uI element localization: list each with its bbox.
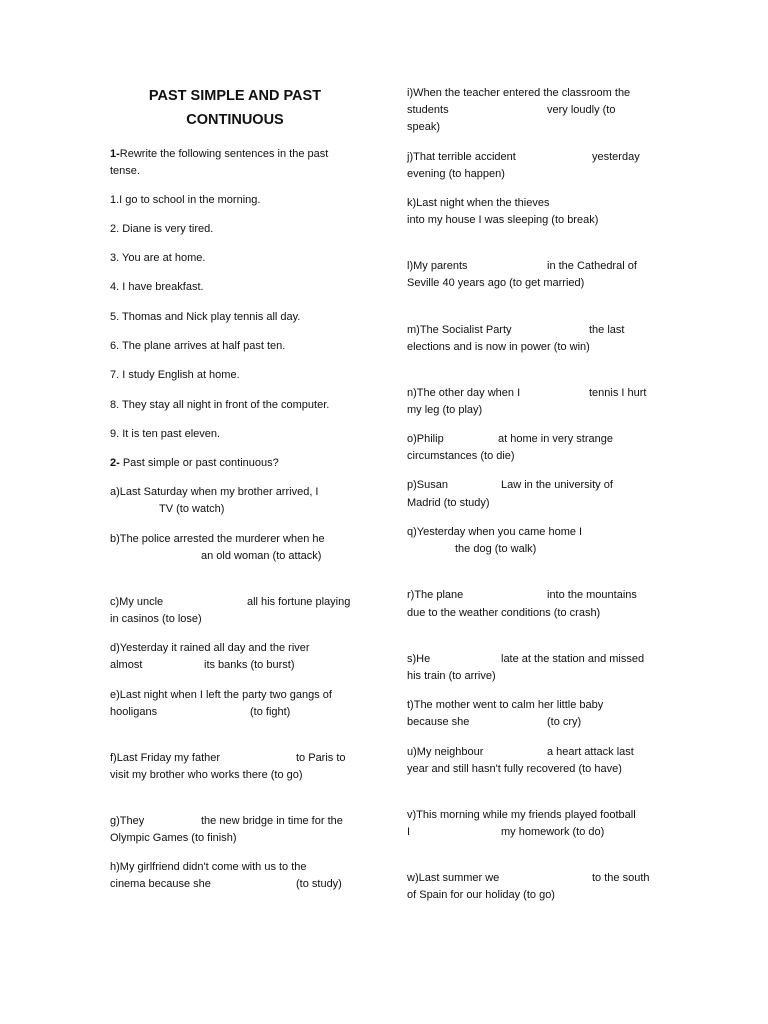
- exercise-2-item-t: t)The mother went to calm her little baby: [407, 699, 604, 711]
- exercise-2-item-t-cont: because she: [407, 716, 470, 728]
- exercise-2-item-v-cont-right: my homework (to do): [501, 826, 605, 838]
- exercise-1-item: 7. I study English at home.: [110, 369, 240, 381]
- exercise-1-item: 6. The plane arrives at half past ten.: [110, 340, 286, 352]
- exercise-2-item-s-right: late at the station and missed: [501, 653, 645, 665]
- exercise-2-item-u-cont: year and still hasn't fully recovered (to have): [407, 763, 622, 775]
- exercise-2-item-e: e)Last night when I left the party two gangs of: [110, 689, 332, 701]
- exercise-2-item-m: m)The Socialist Party: [407, 324, 512, 336]
- section-1-instruction-cont: tense.: [110, 165, 140, 177]
- page-title-line-2: CONTINUOUS: [186, 112, 284, 128]
- exercise-2-item-h: h)My girlfriend didn't come with us to the: [110, 861, 307, 873]
- exercise-2-item-i-cont: students: [407, 104, 449, 116]
- exercise-2-item-o-right: at home in very strange: [498, 433, 613, 445]
- exercise-2-item-p-cont: Madrid (to study): [407, 497, 490, 509]
- exercise-2-item-k: k)Last night when the thieves: [407, 197, 550, 209]
- exercise-2-item-s: s)He: [407, 653, 431, 665]
- section-1-number: 1-: [110, 148, 120, 160]
- exercise-2-item-r: r)The plane: [407, 589, 464, 601]
- exercise-1-item: 5. Thomas and Nick play tennis all day.: [110, 311, 301, 323]
- exercise-2-item-c-right: all his fortune playing: [247, 596, 351, 608]
- exercise-2-item-f-cont: visit my brother who works there (to go): [110, 769, 303, 781]
- exercise-2-item-b: b)The police arrested the murderer when he: [110, 533, 325, 545]
- exercise-2-item-m-right: the last: [589, 324, 625, 336]
- exercise-2-item-k-cont: into my house I was sleeping (to break): [407, 214, 599, 226]
- exercise-2-item-e-cont-right: (to fight): [250, 706, 291, 718]
- exercise-2-item-w-cont: of Spain for our holiday (to go): [407, 889, 555, 901]
- exercise-2-item-h-cont-right: (to study): [296, 878, 342, 890]
- exercise-2-item-c: c)My uncle: [110, 596, 164, 608]
- exercise-2-item-r-cont: due to the weather conditions (to crash): [407, 607, 601, 619]
- exercise-2-item-n-right: tennis I hurt: [589, 387, 647, 399]
- exercise-1-item: 9. It is ten past eleven.: [110, 428, 221, 440]
- exercise-2-item-p: p)Susan: [407, 479, 448, 491]
- exercise-2-item-j-cont: evening (to happen): [407, 168, 505, 180]
- exercise-2-item-d-cont-right: its banks (to burst): [204, 659, 295, 671]
- exercise-2-item-u: u)My neighbour: [407, 746, 484, 758]
- exercise-2-item-j: j)That terrible accident: [407, 151, 516, 163]
- exercise-2-item-l: l)My parents: [407, 260, 468, 272]
- exercise-2-item-q-cont: the dog (to walk): [455, 543, 537, 555]
- exercise-2-item-j-right: yesterday: [592, 151, 640, 163]
- exercise-2-item-v-cont: I: [407, 826, 411, 838]
- exercise-2-item-o-cont: circumstances (to die): [407, 450, 515, 462]
- exercise-1-item: 4. I have breakfast.: [110, 281, 204, 293]
- exercise-2-item-a: a)Last Saturday when my brother arrived, I: [110, 486, 319, 498]
- exercise-2-item-q: q)Yesterday when you came home I: [407, 526, 583, 538]
- exercise-2-item-n: n)The other day when I: [407, 387, 521, 399]
- exercise-2-item-i: i)When the teacher entered the classroom the: [407, 87, 631, 99]
- exercise-2-item-m-cont: elections and is now in power (to win): [407, 341, 590, 353]
- exercise-2-item-e-cont: hooligans: [110, 706, 158, 718]
- exercise-2-item-g-right: the new bridge in time for the: [201, 815, 343, 827]
- exercise-2-item-g: g)They: [110, 815, 145, 827]
- exercise-2-item-r-right: into the mountains: [547, 589, 637, 601]
- exercise-2-item-f: f)Last Friday my father: [110, 752, 221, 764]
- exercise-2-item-a-cont: TV (to watch): [159, 503, 225, 515]
- exercise-2-item-g-cont: Olympic Games (to finish): [110, 832, 237, 844]
- section-1-instruction: [110, 147, 328, 161]
- page-title-line-1: PAST SIMPLE AND PAST: [148, 88, 322, 104]
- exercise-2-item-o: o)Philip: [407, 433, 444, 445]
- exercise-2-item-s-cont: his train (to arrive): [407, 670, 496, 682]
- exercise-2-item-u-right: a heart attack last: [547, 746, 634, 758]
- exercise-1-item: 8. They stay all night in front of the computer.: [110, 399, 330, 411]
- exercise-2-item-t-cont-right: (to cry): [547, 716, 582, 728]
- exercise-2-item-l-right: in the Cathedral of: [547, 260, 637, 272]
- section-1-text: Rewrite the following sentences in the past: [119, 148, 329, 160]
- exercise-2-item-b-cont: an old woman (to attack): [201, 550, 322, 562]
- exercise-2-item-i-cont-right: very loudly (to: [547, 104, 616, 116]
- section-2-instruction: [110, 456, 279, 470]
- exercise-2-item-d-cont: almost: [110, 659, 143, 671]
- exercise-1-item: 2. Diane is very tired.: [110, 223, 214, 235]
- exercise-2-item-p-right: Law in the university of: [501, 479, 613, 491]
- exercise-2-item-w-right: to the south: [592, 872, 650, 884]
- exercise-2-item-f-right: to Paris to: [296, 752, 346, 764]
- exercise-2-item-h-cont: cinema because she: [110, 878, 211, 890]
- section-2-text: Past simple or past continuous?: [119, 457, 279, 469]
- exercise-2-item-d: d)Yesterday it rained all day and the river: [110, 642, 310, 654]
- exercise-2-item-n-cont: my leg (to play): [407, 404, 483, 416]
- exercise-2-item-w: w)Last summer we: [407, 872, 500, 884]
- exercise-2-item-i-cont-2: speak): [407, 121, 441, 133]
- exercise-1-item: 1.I go to school in the morning.: [110, 194, 261, 206]
- section-2-number: 2-: [110, 457, 120, 469]
- exercise-2-item-l-cont: Seville 40 years ago (to get married): [407, 277, 585, 289]
- exercise-2-item-c-cont: in casinos (to lose): [110, 613, 202, 625]
- exercise-1-item: 3. You are at home.: [110, 252, 206, 264]
- exercise-2-item-v: v)This morning while my friends played football: [407, 809, 636, 821]
